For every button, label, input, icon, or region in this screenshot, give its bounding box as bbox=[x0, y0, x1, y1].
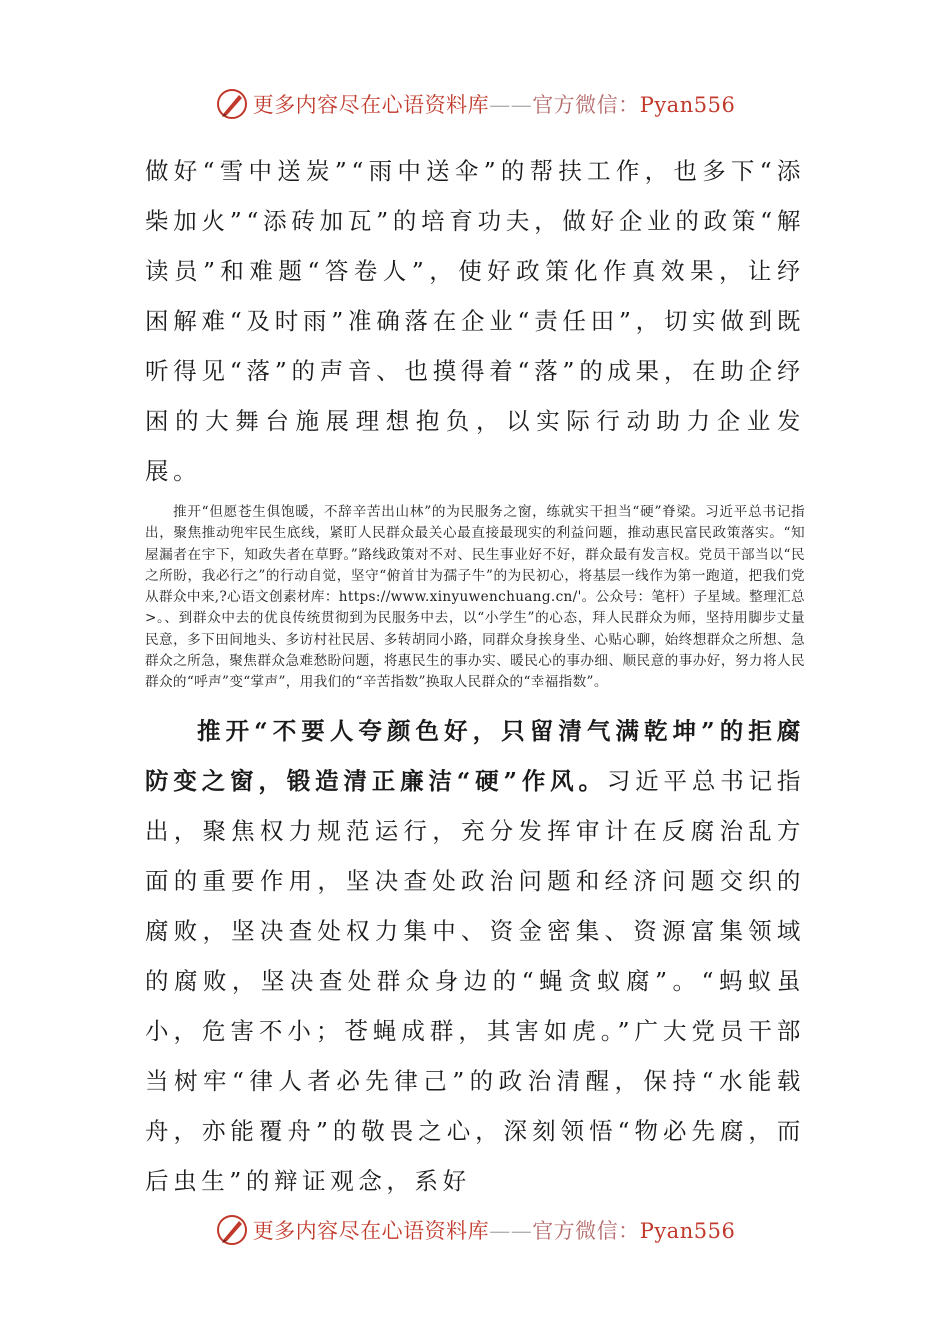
banner-dash: —— bbox=[489, 1219, 533, 1243]
banner-dash: —— bbox=[489, 93, 533, 117]
banner-main-text: 更多内容尽在心语资料库 bbox=[252, 1219, 490, 1243]
paragraph-3-heading: 推开“不要人夸颜色好，只留清气满乾坤”的拒腐防变之窗，锻造清正廉洁“硬”作风。 bbox=[145, 716, 805, 795]
banner-main-text: 更多内容尽在心语资料库 bbox=[252, 93, 490, 117]
paragraph-2: 推开“但愿苍生俱饱暖，不辞辛苦出山林”的为民服务之窗，练就实干担当“硬”脊梁。习近平总书记指出，聚焦推动兜牢民生底线，紧盯人民群众最关心最直接最现实的利益问题，推动惠民富民政策落实。“知屋漏者在宇下，知政失者在草野。”路线政策对不对、民生事业好不好，群众最有发言权。党员干部当以“民之所盼，我必行之”的行动自觉，坚守“俯首甘为孺子牛”的为民初心，将基层一线作为第一跑道，把我们党从群众中来,?心语文创素材库：https://www.xinyuwenchuang.cn/'。公众号：笔杆）子星域。整理汇总>。、到群众中去的优良传统贯彻到为民服务中去，以“小学生”的心态，拜人民群众为师，坚持用脚步丈量民意，多下田间地头、多访村社民居、多转胡同小路，同群众身挨身坐、心贴心聊，始终想群众之所想、急群众之所急，聚焦群众急难愁盼问题，将惠民生的事办实、暖民心的事办细、顺民意的事办好，努力将人民群众的“呼声”变“掌声”，用我们的“辛苦指数”换取人民群众的“幸福指数”。 bbox=[145, 504, 805, 691]
banner-wechat-label: 官方微信： bbox=[532, 93, 640, 117]
paragraph-3 bbox=[145, 706, 805, 1206]
pen-logo-icon bbox=[215, 87, 249, 121]
banner-wechat-id: Pyan556 bbox=[639, 93, 736, 117]
footer-banner bbox=[0, 1210, 950, 1250]
header-banner bbox=[0, 84, 950, 124]
banner-wechat-label: 官方微信： bbox=[532, 1219, 640, 1243]
document-body bbox=[145, 146, 805, 1206]
paragraph-1: 做好“雪中送炭”“雨中送伞”的帮扶工作，也多下“添柴加火”“添砖加瓦”的培育功夫，做好企业的政策“解读员”和难题“答卷人”，使好政策化作真效果，让纾困解难“及时雨”准确落在企业“责任田”，切实做到既听得见“落”的声音、也摸得着“落”的成果，在助企纾困的大舞台施展理想抱负，以实际行动助力企业发展。 bbox=[145, 157, 805, 485]
banner-wechat-id: Pyan556 bbox=[639, 1219, 736, 1243]
paragraph-3-text: 习近平总书记指出，聚焦权力规范运行，充分发挥审计在反腐治乱方面的重要作用，坚决查处政治问题和经济问题交织的腐败，坚决查处权力集中、资金密集、资源富集领域的腐败，坚决查处群众身边的“蝇贪蚁腐”。“蚂蚁虽小，危害不小；苍蝇成群，其害如虎。”广大党员干部当树牢“律人者必先律己”的政治清醒，保持“水能载舟，亦能覆舟”的敬畏之心，深刻领悟“物必先腐，而后虫生”的辩证观念，系好 bbox=[145, 766, 806, 1195]
pen-logo-icon bbox=[215, 1213, 249, 1247]
